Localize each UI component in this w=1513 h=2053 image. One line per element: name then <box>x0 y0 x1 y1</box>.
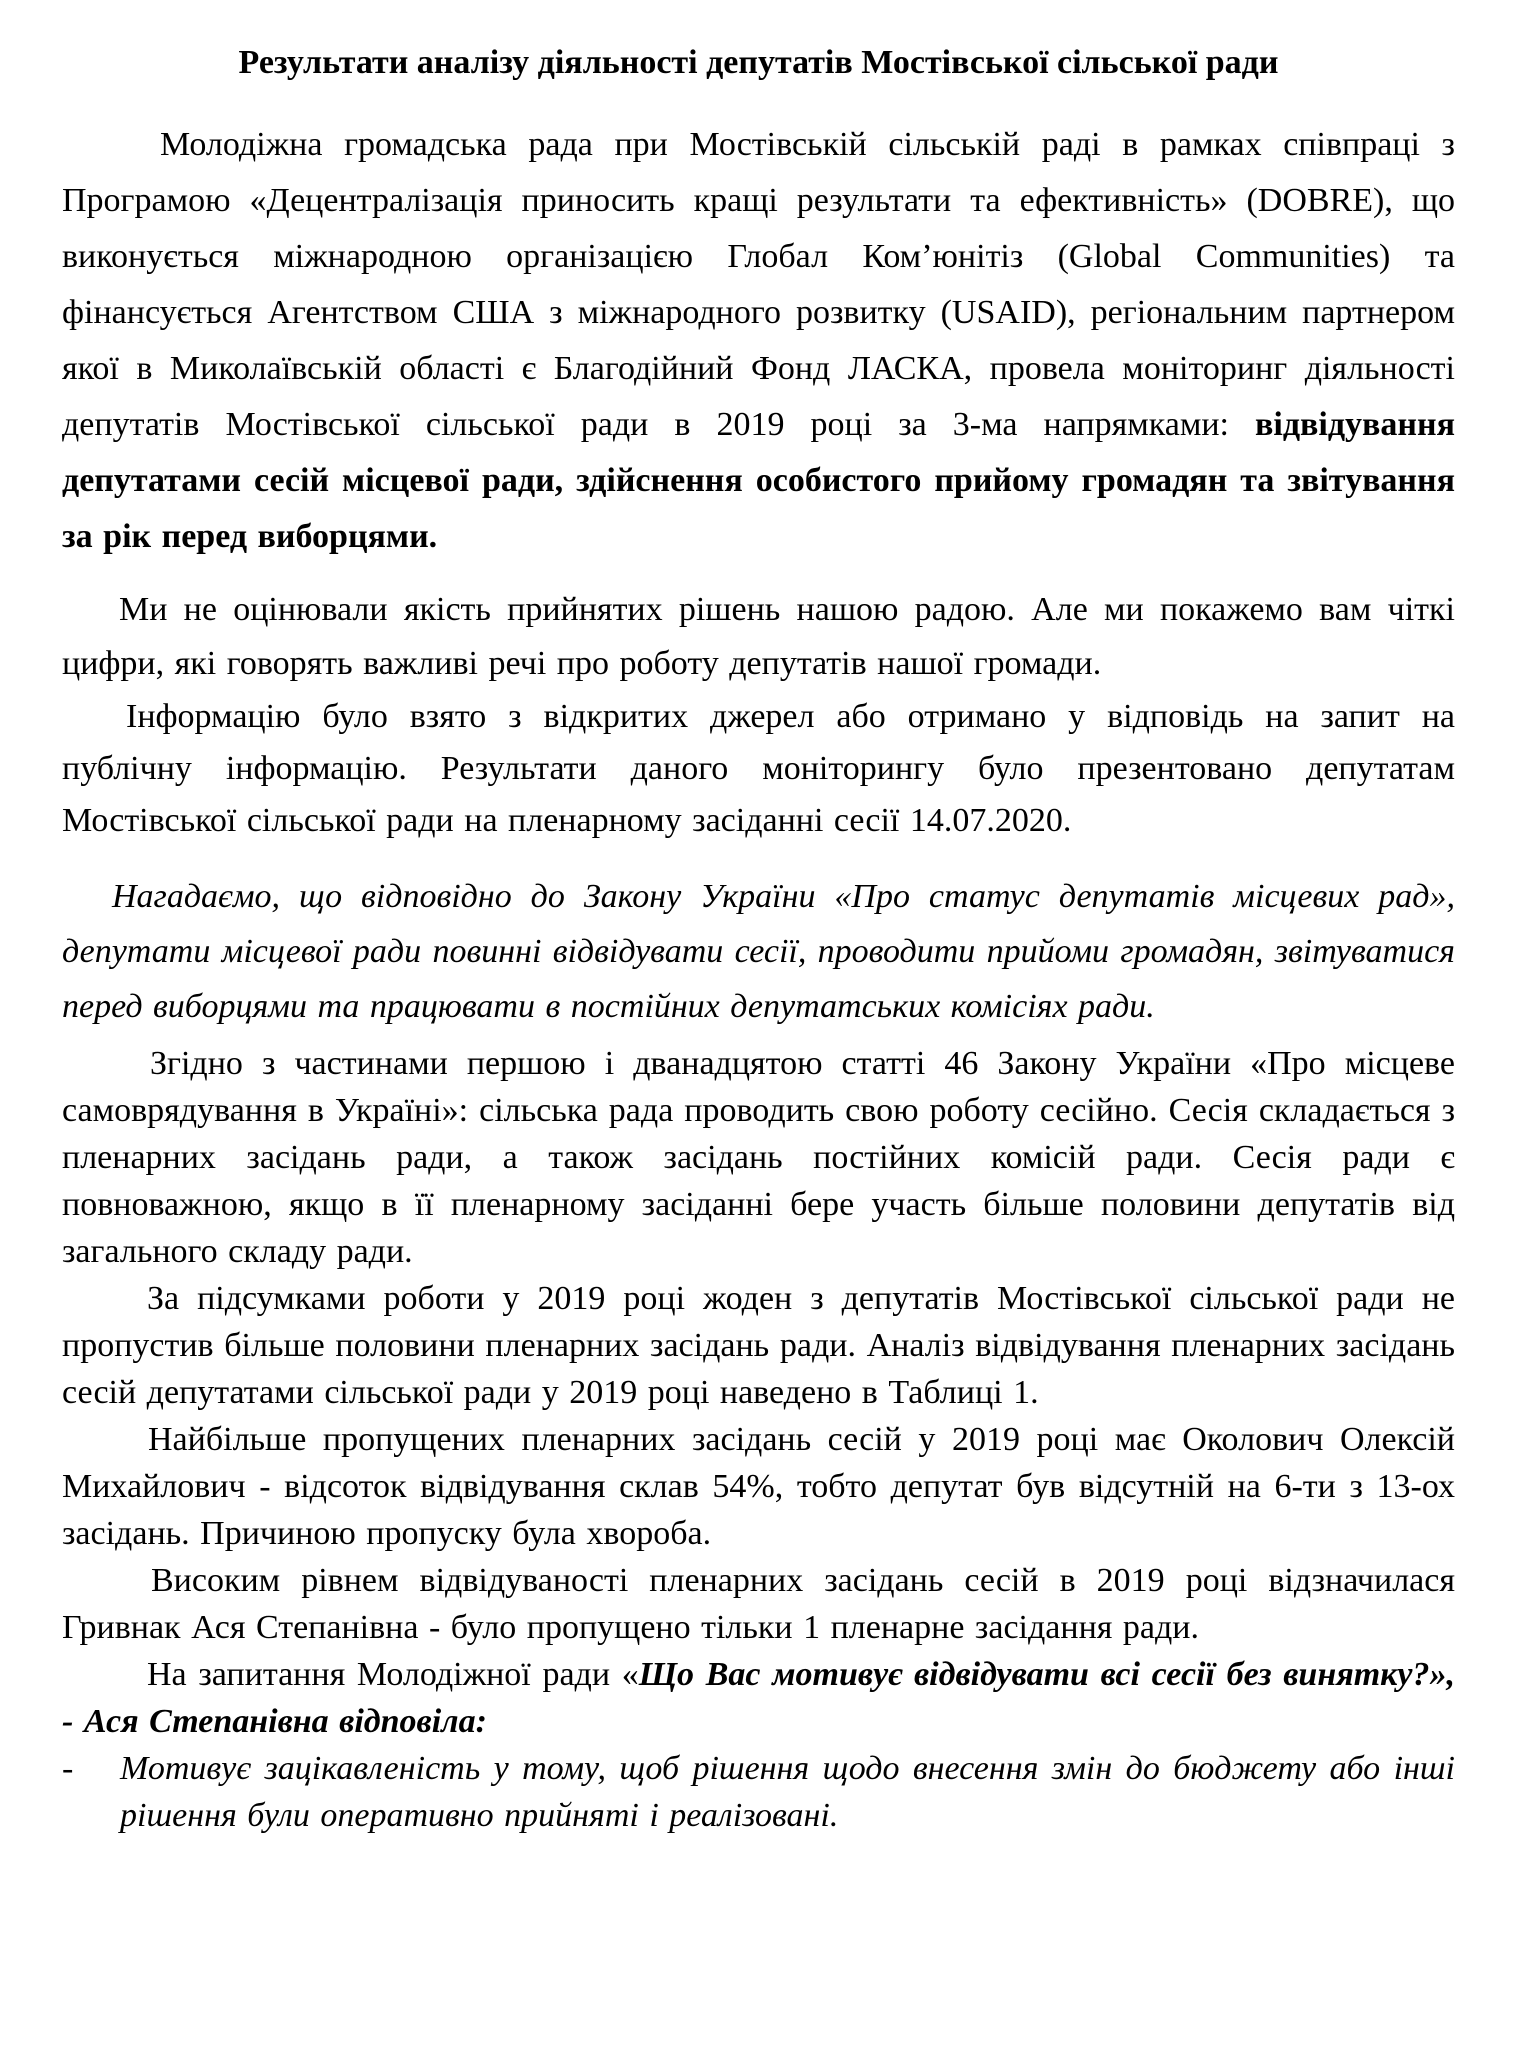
paragraph-3 <box>62 691 1455 847</box>
paragraph-4 <box>62 869 1455 1034</box>
paragraph-1 <box>62 117 1455 565</box>
text-run: Що Вас мотивує відвідувати всі сесії без винятку?», - Ася Степанівна відповіла: <box>62 1656 1455 1740</box>
paragraph-8 <box>62 1557 1455 1651</box>
paragraph-5 <box>62 1040 1455 1275</box>
paragraph-6 <box>62 1275 1455 1416</box>
document-title: Результати аналізу діяльності депутатів Мостівської сільської ради <box>238 44 1279 81</box>
text-run: Найбільше пропущених пленарних засідань сесій у 2019 році має Околович Олексій Михайлович - відсоток відвідування склав 54%, тобто депутат був відсутній на 6-ти з 13-ох засідань. Причиною пропуску була хвороба. <box>62 1421 1455 1552</box>
text-run: Ми не оцінювали якість прийнятих рішень нашою радою. Але ми покажемо вам чіткі цифри, які говорять важливі речі про роботу депутатів нашої громади. <box>62 591 1455 682</box>
document-body <box>62 117 1455 1839</box>
paragraph-9 <box>62 1651 1455 1745</box>
text-run: Молодіжна громадська рада при Мостівській сільській раді в рамках співпраці з Програмою «Децентралізація приносить кращі результати та ефективність» (DOBRE), що виконується міжнародною організацією Глобал Ком’юнітіз (Global Communities) та фінансується Агентством США з міжнародного розвитку (USAID), регіональним партнером якої в Миколаївській області є Благодійний Фонд ЛАСКА, провела моніторинг діяльності депутатів Мостівської сільської ради в 2019 році за 3-ма напрямками: <box>62 126 1455 443</box>
paragraph-2 <box>62 583 1455 691</box>
list-marker: - <box>62 1750 74 1787</box>
text-run: Мотивує зацікавленість у тому, щоб рішення щодо внесення змін до бюджету або інші рішення були оперативно прийняті і реалізовані. <box>120 1750 1455 1834</box>
text-run: Згідно з частинами першою і дванадцятою статті 46 Закону України «Про місцеве самоврядування в Україні»: сільська рада проводить свою роботу сесійно. Сесія складається з пленарних засідань ради, а також засідань постійних комісій ради. Сесія ради є повноважною, якщо в її пленарному засіданні бере участь більше половини депутатів від загального складу ради. <box>62 1045 1455 1270</box>
text-run: За підсумками роботи у 2019 році жоден з депутатів Мостівської сільської ради не пропустив більше половини пленарних засідань ради. Аналіз відвідування пленарних засідань сесій депутатами сільської ради у 2019 році наведено в Таблиці 1. <box>62 1280 1455 1411</box>
list-item <box>62 1745 1455 1839</box>
text-run: Високим рівнем відвідуваності пленарних засідань сесій в 2019 році відзначилася Гривнак Ася Степанівна - було пропущено тільки 1 пленарне засідання ради. <box>62 1562 1455 1646</box>
text-run: Інформацію було взято з відкритих джерел або отримано у відповідь на запит на публічну інформацію. Результати даного моніторингу було презентовано депутатам Мостівської сільської ради на пленарному засіданні сесії 14.07.2020. <box>62 698 1455 839</box>
text-run: Нагадаємо, що відповідно до Закону України «Про статус депутатів місцевих рад», депутати місцевої ради повинні відвідувати сесії, проводити прийоми громадян, звітуватися перед виборцями та працювати в постійних депутатських комісіях ради. <box>62 878 1455 1025</box>
text-run: На запитання Молодіжної ради « <box>147 1656 639 1693</box>
text-run: відвідування депутатами сесій місцевої ради, здійснення особистого прийому громадян та звітування за рік перед виборцями. <box>62 406 1455 555</box>
paragraph-7 <box>62 1416 1455 1557</box>
